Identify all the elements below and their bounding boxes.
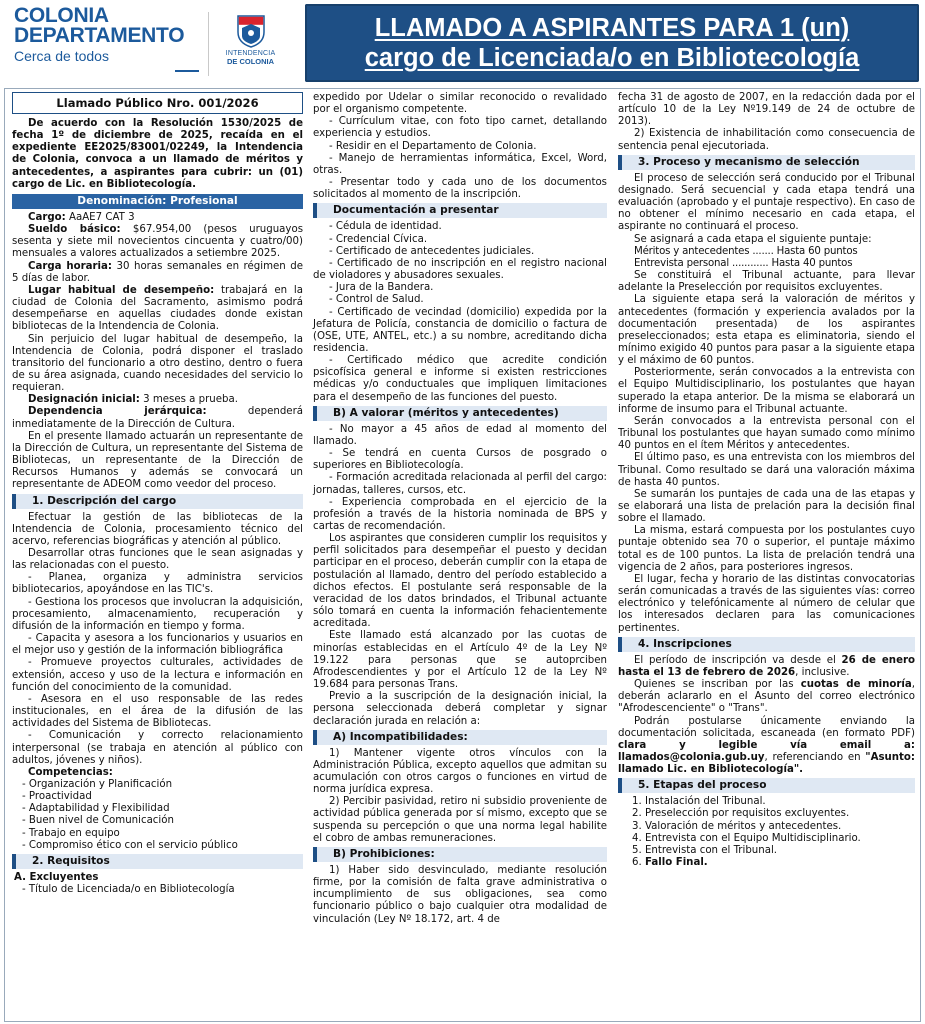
dependencia-label: Dependencia jerárquica: [28, 406, 207, 418]
documento-item: - Jura de la Bandera. [329, 282, 434, 294]
etapa-item: 3. Valoración de méritos y antecedentes. [632, 820, 842, 832]
documento-item: - Certificado de antecedentes judiciales. [329, 245, 535, 257]
competencia-item: - Adaptabilidad y Flexibilidad [22, 803, 170, 815]
cuota-bold: cuotas de minoría [800, 679, 912, 691]
designacion-label: Designación inicial: [28, 394, 140, 406]
documento-item: - Certificado médico que acredite condición psicofísica general e informe si existen restricciones médicas y/o conductuales que impliquen limitaciones para el desempeño de las funciones del puesto. [313, 355, 607, 403]
lugar-label: Lugar habitual de desempeño: [28, 284, 215, 296]
valorar-item: - Experiencia comprobada en el ejercicio de la profesión a través de la historia nominada de BPS y cartas de recomendación. [313, 496, 607, 532]
cuota-text-a: Quienes se inscriban por las [634, 679, 801, 691]
etapa-item: 1. Instalación del Tribunal. [632, 796, 766, 808]
requisito-continuation: expedido por Udelar o similar reconocido o revalidado por el organismo competente. [313, 92, 607, 116]
incompatibilidades-heading: A) Incompatibilidades: [313, 730, 607, 745]
header [0, 0, 925, 86]
proceso-paragraph: Se constituirá el Tribunal actuante, para llevar adelante la Preselección por requisitos excluyentes. [618, 270, 915, 294]
competencia-item: - Buen nivel de Comunicación [22, 815, 174, 827]
valorar-item: - No mayor a 45 años de edad al momento del llamado. [313, 423, 607, 447]
requisito-item: - Presentar todo y cada uno de los documentos solicitados al momento de la inscripción. [313, 177, 607, 201]
documento-item: - Credencial Cívica. [329, 233, 428, 245]
prohibicion-2: 2) Existencia de inhabilitación como consecuencia de sentencia penal ejecutoriada. [618, 128, 915, 152]
cuota-paragraph [618, 679, 915, 715]
call-number: Llamado Público Nro. 001/2026 [12, 92, 303, 114]
documento-item: - Control de Salud. [329, 294, 424, 306]
section-4-heading: 4. Inscripciones [618, 637, 915, 652]
score-line: Entrevista personal ............ Hasta 40 puntos [634, 257, 853, 269]
etapa-6-label: Fallo Final. [644, 857, 708, 869]
logo-tagline: Cerca de todos [14, 48, 109, 64]
valorar-item: - Se tendrá en cuenta Cursos de posgrado o superiores en Bibliotecología. [313, 448, 607, 472]
intendencia-emblem [208, 12, 282, 76]
referencia-text: , referenciando en [764, 751, 866, 763]
documento-item: - Certificado de vecindad (domicilio) expedida por la Jefatura de Policía, constancia de domicilio o factura de (OSE, UTE, ANTEL, etc.) a su nombre, acreditando dicha residencia. [313, 306, 607, 354]
lugar-line [12, 285, 303, 334]
valorar-item: - Formación acreditada relacionada al perfil del cargo: jornadas, talleres, cursos, etc. [313, 472, 607, 496]
column-3 [618, 92, 915, 869]
requisito-item: - Residir en el Departamento de Colonia. [329, 140, 537, 152]
prohibicion-continuation: fecha 31 de agosto de 2007, en la redacción dada por el artículo 10 de la Ley Nº19.149 de 24 de octubre de 2013). [618, 92, 915, 128]
cuota-text-b: , deberán aclararlo en el Asunto del correo electrónico "Afrodescenciente" o "Trans". [618, 679, 915, 715]
description-item: - Capacita y asesora a los funcionarios y usuarios en el mejor uso y gestión de la información bibliográfica [12, 633, 303, 657]
logo-line-departamento: DEPARTAMENTO [14, 24, 185, 47]
description-item: - Asesora en el uso responsable de las redes institucionales, en el área de la difusión de las actividades del Sistema de Bibliotecas. [12, 693, 303, 730]
carga-line [12, 261, 303, 285]
competencias-title: Competencias: [28, 766, 113, 778]
etapa-item: 5. Entrevista con el Tribunal. [632, 844, 778, 856]
section-3-heading: 3. Proceso y mecanismo de selección [618, 155, 915, 170]
etapa-item: 2. Preselección por requisitos excluyentes. [632, 808, 850, 820]
proceso-paragraph: La siguiente etapa será la valoración de méritos y antecedentes (formación y experiencia avalados por la documentación presentada) de los aspirantes preseleccionados; esta etapa es eliminatoria, siendo el mínimo exigido 40 puntos para pasar a la siguiente etapa y el máximo de 60 puntos. [618, 294, 915, 367]
description-item: - Planea, organiza y administra servicios bibliotecarios, apoyándose en las TIC's. [12, 572, 303, 596]
section-5-heading: 5. Etapas del proceso [618, 778, 915, 793]
proceso-paragraph: Serán convocados a la entrevista personal con el Tribunal los postulantes que hayan sumado como mínimo 40 puntos en el ítem Méritos y antecedentes. [618, 415, 915, 452]
proceso-paragraph: El último paso, es una entrevista con los miembros del Tribunal. Como resultado se dará una valoración máxima de hasta 40 puntos. [618, 452, 915, 488]
title-line-1: LLAMADO A ASPIRANTES PARA 1 (un) [374, 14, 850, 42]
section-1-heading: 1. Descripción del cargo [12, 494, 303, 509]
requisito-item: - Manejo de herramientas informática, Excel, Word, otras. [313, 152, 607, 176]
documentacion-heading: Documentación a presentar [313, 203, 607, 218]
lugar-value: trabajará en la ciudad de Colonia del Sacramento, asimismo podrá desempeñarse en aquellas ciudades donde existan bibliotecas de la Intendencia de Colonia. [12, 284, 303, 333]
incompatibilidad-2: 2) Percibir pasividad, retiro ni subsidio proveniente de actividad pública generada por sí mismo, excepto que se suspenda su percepción o que una norma legal habilite el cobro de ambas remuneraciones. [313, 796, 607, 844]
competencia-item: - Organización y Planificación [22, 778, 173, 790]
carga-value: 30 horas semanales en régimen de 5 días de labor. [12, 260, 303, 284]
emblem-caption-2: DE COLONIA [226, 57, 275, 66]
documento-item: - Certificado de no inscripción en el registro nacional de violadores y abusadores sexuales. [313, 257, 607, 282]
cargo-label: Cargo: [28, 211, 66, 223]
competencia-item: - Compromiso ético con el servicio público [22, 839, 238, 851]
description-item: - Gestiona los procesos que involucran la adquisición, procesamiento, almacenamiento, recuperación y difusión de la información en tiempo y forma. [12, 596, 303, 632]
proceso-paragraph: Posteriormente, serán convocados a la entrevista con el Equipo Multidisciplinario, los postulantes que hayan superado la etapa anterior. De la misma se elaborará un informe de insumo para el Tribunal actuante. [618, 367, 915, 415]
emblem-caption-1: INTENDENCIA [225, 50, 276, 57]
sueldo-label: Sueldo básico: [28, 224, 121, 236]
description-paragraph-1: Efectuar la gestión de las bibliotecas de la Intendencia de Colonia, procesamiento técnico del acervo, referencias biográficas y atención al público. [12, 511, 303, 547]
section-2-heading: 2. Requisitos [12, 854, 303, 869]
title-line-2: cargo de Licenciada/o en Bibliotecología [364, 44, 860, 72]
cargo-line [12, 212, 303, 224]
cargo-value: AaAE7 CAT 3 [69, 211, 135, 223]
postulacion-bold: clara y legible vía email a: [618, 739, 915, 751]
dependencia-line [12, 406, 303, 430]
postulacion-text: Podrán postularse únicamente enviando la documentación solicitada, escaneada (en formato PDF) [618, 715, 915, 739]
requisito-item: - Currículum vitae, con foto tipo carnet, detallando experiencia y estudios. [313, 116, 607, 140]
column-2 [313, 92, 607, 926]
carga-label: Carga horaria: [28, 260, 112, 272]
description-item: - Comunicación y correcto relacionamiento interpersonal (se trabaja en atención al público con adultos, jóvenes y niños). [12, 730, 303, 766]
proceso-paragraph: La misma, estará compuesta por los postulantes cuyo puntaje obtenido sea 70 o superior, el puntaje máximo total es de 100 puntos. La lista de prelación tendrá una vigencia de 2 años, para posteriores ingresos. [618, 525, 915, 573]
logo-line-colonia: COLONIA [14, 4, 109, 27]
prohibicion-1: 1) Haber sido desvinculado, mediante resolución firme, por la comisión de falta grave administrativa o incumplimiento de sus obligaciones, sea como funcionario público o bajo cualquier otra modalidad de vinculación (Ley Nº 18.172, art. 4 de [313, 864, 607, 925]
etapa-item-final [618, 857, 915, 869]
inscripcion-dates: 26 de enero hasta el 13 de febrero de 2026 [618, 654, 915, 678]
competencia-item: - Proactividad [22, 791, 92, 803]
score-line: Méritos y antecedentes ....... Hasta 60 puntos [634, 245, 858, 257]
dependencia-value: dependerá inmediatamente de la Dirección de Cultura. [12, 406, 303, 430]
denomination-heading: Denominación: Profesional [12, 194, 303, 209]
asunto-text: "Asunto: llamado Lic. en Bibliotecología". [618, 751, 915, 776]
inscripcion-text-b: , inclusive. [795, 666, 850, 678]
inscripcion-text-a: El período de inscripción va desde el [634, 654, 842, 666]
inscripcion-periodo [618, 655, 915, 679]
proceso-paragraph: Se asignará a cada etapa el siguiente puntaje: [634, 233, 872, 245]
competencia-item: - Trabajo en equipo [22, 827, 120, 839]
column-1 [12, 92, 303, 896]
etapa-6-number: 6. [632, 857, 645, 869]
logo [14, 6, 184, 65]
proceso-paragraph: El proceso de selección será conducido por el Tribunal designado. Será secuencial y cada etapa tendrá una evaluación (aprobado y el puntaje respectivo). En caso de no obtener el mínimo necesario en cada etapa, el aspirante no continuará el proceso. [618, 172, 915, 233]
title-banner [305, 4, 919, 82]
aspirantes-paragraph: Los aspirantes que consideren cumplir los requisitos y perfil solicitados para desempeñar el puesto y decidan participar en el proceso, deberán cumplir con la etapa de postulación al llamado, dentro del período establecido a dichos efectos. El postulante será responsable de la veracidad de los datos brindados, el Tribunal actuante sólo tomará en cuenta la información fehacientemente acreditada. [313, 533, 607, 630]
documento-item: - Cédula de identidad. [329, 221, 442, 233]
valorar-heading: B) A valorar (méritos y antecedentes) [313, 406, 607, 421]
perjuicio-paragraph: Sin perjuicio del lugar habitual de desempeño, la Intendencia de Colonia, podrá disponer el traslado transitorio del funcionario a otro destino, dentro o fuera de su área asignada, cuando necesidades del servicio lo requieran. [12, 333, 303, 394]
coat-of-arms-icon [236, 14, 266, 48]
designacion-line [12, 394, 303, 406]
proceso-paragraph: Se sumarán los puntajes de cada una de las etapas y se elaborará una lista de prelación para la decisión final sobre el llamado. [618, 488, 915, 525]
description-item: - Promueve proyectos culturales, actividades de extensión, acceso y uso de la lectura e información en función del conocimiento de la comunidad. [12, 657, 303, 693]
tribunal-paragraph: En el presente llamado actuarán un representante de la Dirección de Cultura, un representante del Sistema de Bibliotecas, un representante de la Dirección de Recursos Humanos y además se convocará un representante de ADEOM como veedor del proceso. [12, 430, 303, 491]
sueldo-value: $67.954,00 (pesos uruguayos sesenta y siete mil novecientos cincuenta y cuatro/00) mensuales a valores actualizados a setiembre 2025. [12, 224, 303, 260]
cuotas-paragraph: Este llamado está alcanzado por las cuotas de minorías establecidas en el Artículo 4º de la Ley Nº 19.122 para personas que se autoprciben Afrodescendientes y por el Artículo 12 de la Ley Nº 19.684 para personas Trans. [313, 630, 607, 691]
email-link[interactable]: llamados@colonia.gub.uy [618, 751, 765, 763]
etapa-item: 4. Entrevista con el Equipo Multidisciplinario. [632, 832, 861, 844]
excluyentes-subheading: A. Excluyentes [14, 871, 99, 883]
description-paragraph-2: Desarrollar otras funciones que le sean asignadas y las relacionadas con el puesto. [12, 548, 303, 572]
designacion-value: 3 meses a prueba. [143, 394, 238, 406]
postulacion-paragraph [618, 716, 915, 777]
proceso-paragraph: El lugar, fecha y horario de las distintas convocatorias serán comunicadas a través de las siguientes vías: correo electrónico y telefónicamente al número de celular que los interesados declaren para las comunicaciones pertinentes. [618, 573, 915, 634]
sueldo-line [12, 224, 303, 260]
prohibiciones-heading: B) Prohibiciones: [313, 847, 607, 862]
intro-paragraph: De acuerdo con la Resolución 1530/2025 de fecha 1º de diciembre de 2025, recaída en el expediente EE2025/83001/02249, la Intendencia de Colonia, convoca a un llamado de méritos y antecedentes, a aspirantes para cubrir: un (01) cargo de Lic. en Bibliotecología. [12, 118, 303, 190]
previo-paragraph: Previo a la suscripción de la designación inicial, la persona seleccionada deberá completar y signar declaración jurada en relación a: [313, 691, 607, 727]
requisito-item: - Título de Licenciada/o en Bibliotecología [22, 884, 235, 896]
incompatibilidad-1: 1) Mantener vigente otros vínculos con la Administración Pública, excepto aquellos que admitan su acumulación con otros cargos o funciones en virtud de norma jurídica expresa. [313, 747, 607, 796]
logo-underline [175, 70, 199, 72]
